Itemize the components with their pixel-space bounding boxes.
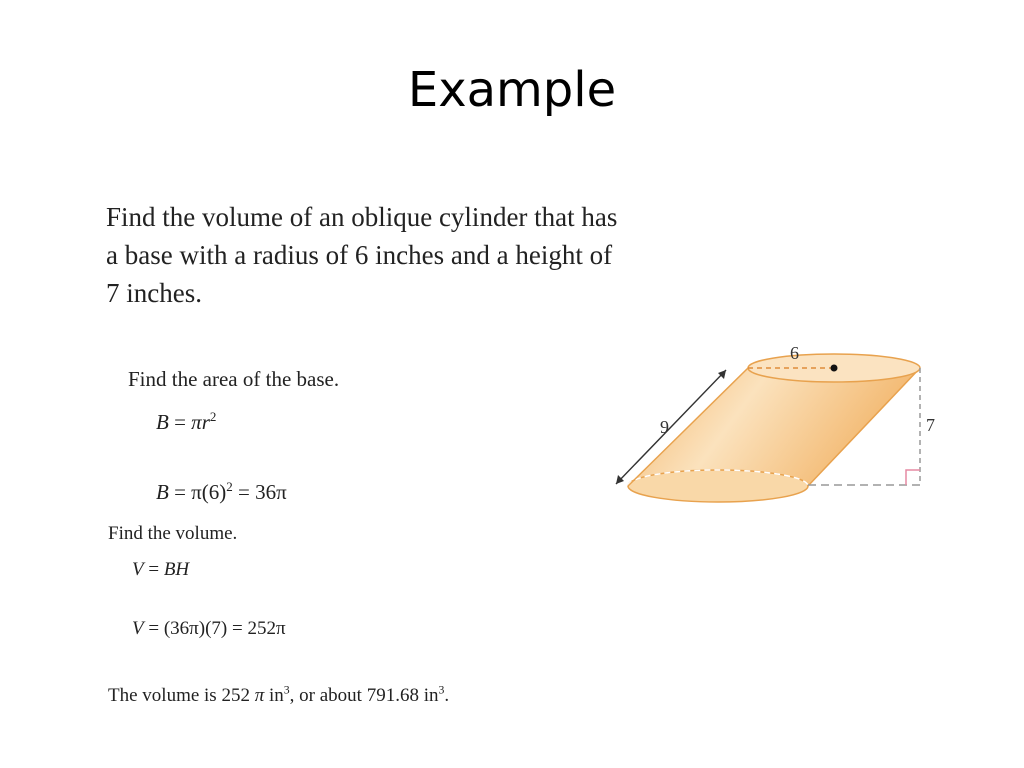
calc-rhs: (36π)(7) = 252π [163,618,286,639]
answer-unit: in [264,685,284,706]
calc-exponent: 2 [226,479,233,494]
calc-eq: = [174,480,186,504]
problem-statement [106,198,746,312]
calc-eq: = [148,618,160,639]
calc-lhs: B [156,480,169,504]
problem-line: a base with a radius of 6 inches and a height of [106,240,613,270]
height-label: 7 [926,415,935,435]
answer-approx: , or about 791.68 in [289,685,439,706]
formula-lhs: V [132,559,144,580]
oblique-cylinder-diagram [600,340,940,510]
base-area-formula [156,410,216,435]
calc-rhs: π(6) [191,480,227,504]
slant-label: 9 [660,417,669,437]
formula-exponent: 2 [209,409,217,424]
answer-text: The volume is 252 [108,685,255,706]
base-area-calculation [156,480,287,505]
step-base-area-heading: Find the area of the base. [128,367,340,391]
formula-eq: = [148,559,160,580]
problem-line: Find the volume of an oblique cylinder that has [106,202,618,232]
step-volume-heading: Find the volume. [108,523,238,544]
formula-eq: = [174,410,186,434]
calc-lhs: V [132,618,144,639]
slide-title: Example [407,62,617,118]
center-point [831,365,838,372]
answer-period: . [444,685,450,706]
volume-formula [132,559,189,581]
right-angle-marker [906,470,920,485]
final-answer [108,685,449,707]
radius-label: 6 [790,343,799,363]
problem-line: 7 inches. [106,278,202,308]
volume-calculation [132,618,286,640]
formula-rhs: BH [163,559,190,580]
formula-lhs: B [156,410,169,434]
answer-exponent: 3 [283,683,290,697]
answer-exponent: 3 [438,683,445,697]
formula-rhs: πr [191,410,210,434]
answer-pi: π [254,685,265,706]
calc-result: = 36π [232,480,287,504]
